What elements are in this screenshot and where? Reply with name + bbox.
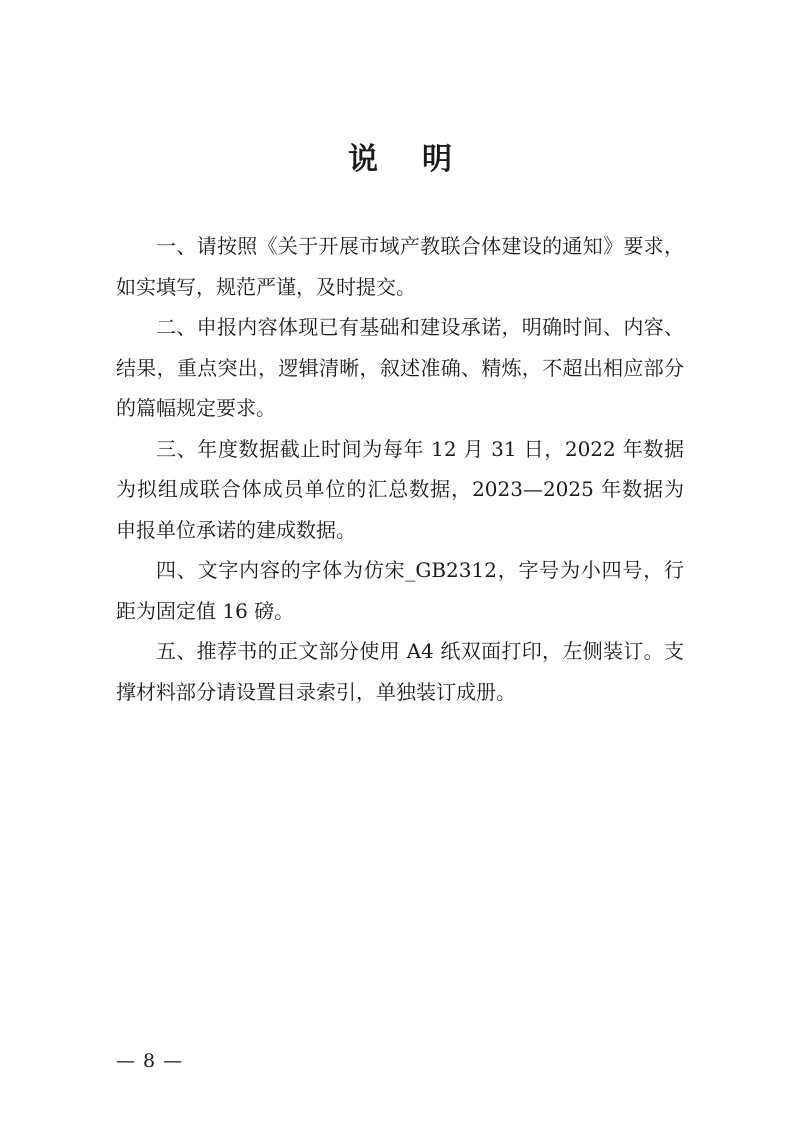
paragraph-2: 二、申报内容体现已有基础和建设承诺，明确时间、内容、结果，重点突出，逻辑清晰，叙述准确、精炼，不超出相应部分的篇幅规定要求。 [116, 315, 684, 420]
paragraph-5: 五、推荐书的正文部分使用 A4 纸双面打印，左侧装订。支撑材料部分请设置目录索引，单独装订成册。 [116, 639, 684, 704]
title-char-1: 说 [348, 142, 378, 177]
instructions-body [116, 226, 684, 712]
page-number: — 8 — [116, 1050, 184, 1072]
paragraph-4: 四、文字内容的字体为仿宋_GB2312，字号为小四号，行距为固定值 16 磅。 [116, 558, 684, 623]
page-title [0, 138, 800, 182]
title-char-2: 明 [422, 142, 452, 177]
paragraph-3: 三、年度数据截止时间为每年 12 月 31 日，2022 年数据为拟组成联合体成员单位的汇总数据，2023—2025 年数据为申报单位承诺的建成数据。 [116, 436, 684, 542]
paragraph-1: 一、请按照《关于开展市域产教联合体建设的通知》要求，如实填写，规范严谨，及时提交。 [116, 234, 684, 299]
